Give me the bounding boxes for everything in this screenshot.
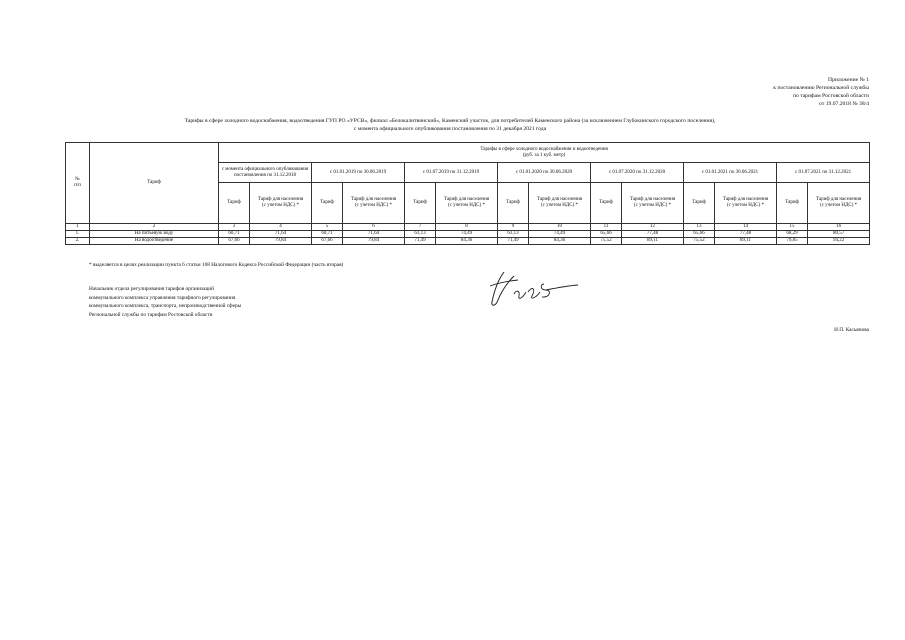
column-number: 10 [529, 224, 591, 231]
row-name: На питьевую воду [90, 231, 219, 238]
table-row [66, 231, 870, 238]
tariff-value: 77,48 [715, 231, 777, 238]
tariff-value: 68,29 [777, 231, 808, 238]
column-number: 7 [405, 224, 436, 231]
signature-image [484, 266, 584, 310]
sub-header: Тариф [405, 183, 436, 224]
tariff-value: 60,71 [312, 231, 343, 238]
tariff-value: 74,49 [436, 231, 498, 238]
column-number: 11 [591, 224, 622, 231]
document-title [120, 117, 780, 133]
table-row [66, 238, 870, 245]
tariff-value: 65,66 [591, 231, 622, 238]
tariff-value: 63,13 [498, 231, 529, 238]
tariff-value: 84,36 [436, 238, 498, 245]
column-number: 4 [250, 224, 312, 231]
column-number: 2 [90, 224, 219, 231]
column-number: 14 [715, 224, 777, 231]
sub-header: Тариф для населения (с учетом НДС) * [715, 183, 777, 224]
sub-header: Тариф [312, 183, 343, 224]
tariff-value: 67,66 [312, 238, 343, 245]
tariff-value: 94,22 [808, 238, 870, 245]
column-number: 13 [684, 224, 715, 231]
sub-header: Тариф для населения (с учетом НДС) * [436, 183, 498, 224]
tariff-value: 89,11 [622, 238, 684, 245]
column-number: 15 [777, 224, 808, 231]
tariff-value: 65,66 [684, 231, 715, 238]
header-num: № п/п [66, 143, 90, 224]
period-header: с момента официального опубликования постановления по 31.12.2018 [219, 163, 312, 183]
tariff-value: 71,49 [405, 238, 436, 245]
appendix-line: по тарифам Ростовской области [793, 93, 869, 99]
sub-header: Тариф [498, 183, 529, 224]
sub-header: Тариф для населения (с учетом НДС) * [622, 183, 684, 224]
sub-header: Тариф для населения (с учетом НДС) * [250, 183, 312, 224]
tariff-value: 71,64 [343, 231, 405, 238]
sub-header: Тариф [219, 183, 250, 224]
row-number: 2. [66, 238, 90, 245]
tariff-value: 63,13 [405, 231, 436, 238]
sub-header: Тариф для населения (с учетом НДС) * [343, 183, 405, 224]
signer-name: И.П. Касьянова [834, 327, 869, 333]
period-header: с 01.07.2021 по 31.12.2021 [777, 163, 870, 183]
footnote: * выделяется в целях реализации пункта 6 статьи 168 Налогового Кодекса Российской Федерации (часть вторая) [89, 262, 344, 268]
column-number: 3 [219, 224, 250, 231]
period-header: с 01.01.2019 по 30.06.2019 [312, 163, 405, 183]
row-name: На водоотведение [90, 238, 219, 245]
row-number: 1. [66, 231, 90, 238]
title-line-1: Тарифы в сфере холодного водоснабжения, водоотведения ГУП РО «УРСВ», филиал «Белокалитвинский», Каменский участок, для потребителей Каменского района (за исключением Глубокинского городского поселения), [184, 118, 716, 124]
appendix-header [669, 76, 869, 108]
tariff-value: 74,49 [529, 231, 591, 238]
tariff-value: 80,57 [808, 231, 870, 238]
sub-header: Тариф [684, 183, 715, 224]
period-header: с 01.01.2020 по 30.06.2020 [498, 163, 591, 183]
tariff-value: 75,52 [591, 238, 622, 245]
sub-header: Тариф [591, 183, 622, 224]
tariff-value: 67,66 [219, 238, 250, 245]
tariff-table [65, 142, 870, 245]
header-tariff: Тариф [90, 143, 219, 224]
tariff-value: 60,71 [219, 231, 250, 238]
column-number: 6 [343, 224, 405, 231]
appendix-line: Приложение № 1 [828, 77, 869, 83]
sub-header: Тариф [777, 183, 808, 224]
period-header: с 01.01.2021 по 30.06.2021 [684, 163, 777, 183]
tariff-value: 79,85 [777, 238, 808, 245]
header-group: Тарифы в сфере холодного водоснабжения и водоотведения (руб. за 1 куб. метр) [219, 143, 870, 163]
appendix-line: от 19.07.2018 № 38/4 [819, 101, 869, 107]
title-line-2: с момента официального опубликования постановления по 31 декабря 2021 года [353, 126, 547, 132]
column-number: 8 [436, 224, 498, 231]
appendix-line: к постановлению Региональной службы [773, 85, 869, 91]
column-number: 1 [66, 224, 90, 231]
period-header: с 01.07.2019 по 31.12.2019 [405, 163, 498, 183]
period-header: с 01.07.2020 по 31.12.2020 [591, 163, 684, 183]
tariff-value: 71,64 [250, 231, 312, 238]
signer-position: Начальник отдела регулирования тарифов организаций коммунального комплекса управления тарифного регулирования коммунального комплекса, транспорта, непроизводственной сферы Региональной службы по тарифам Ростовской области [89, 286, 242, 318]
tariff-value: 79,84 [343, 238, 405, 245]
column-number: 12 [622, 224, 684, 231]
tariff-value: 77,48 [622, 231, 684, 238]
sub-header: Тариф для населения (с учетом НДС) * [529, 183, 591, 224]
tariff-value: 84,36 [529, 238, 591, 245]
tariff-value: 79,84 [250, 238, 312, 245]
tariff-value: 89,11 [715, 238, 777, 245]
column-number: 5 [312, 224, 343, 231]
sub-header: Тариф для населения (с учетом НДС) * [808, 183, 870, 224]
tariff-value: 75,52 [684, 238, 715, 245]
column-number: 16 [808, 224, 870, 231]
column-number: 9 [498, 224, 529, 231]
tariff-value: 71,49 [498, 238, 529, 245]
